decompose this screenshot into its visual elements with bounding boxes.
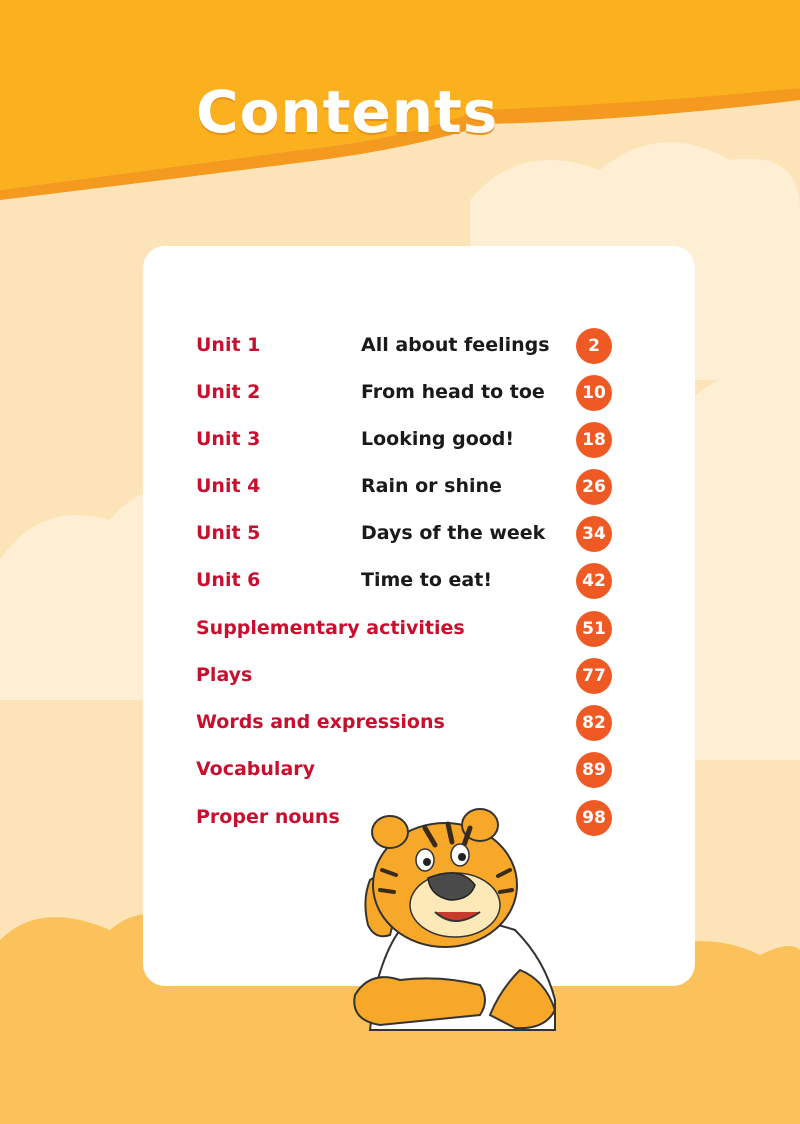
section-label: Words and expressions: [196, 711, 445, 733]
unit-topic: All about feelings: [361, 334, 550, 356]
unit-label: Unit 5: [196, 522, 261, 544]
toc-row[interactable]: [196, 705, 616, 741]
unit-topic: Rain or shine: [361, 475, 502, 497]
tiger-pupil: [458, 853, 466, 861]
toc-row[interactable]: [196, 328, 616, 364]
toc-row[interactable]: [196, 752, 616, 788]
toc-row[interactable]: [196, 422, 616, 458]
page-number-badge: 10: [576, 375, 612, 411]
unit-topic: Looking good!: [361, 428, 515, 450]
tiger-pupil: [423, 858, 431, 866]
cloud-right: [690, 373, 800, 760]
unit-label: Unit 1: [196, 334, 261, 356]
page-number-badge: 42: [576, 563, 612, 599]
unit-label: Unit 2: [196, 381, 261, 403]
page-number-badge: 26: [576, 469, 612, 505]
unit-label: Unit 6: [196, 569, 261, 591]
toc-row[interactable]: [196, 516, 616, 552]
section-label: Plays: [196, 664, 253, 686]
unit-label: Unit 4: [196, 475, 261, 497]
page-number-badge: 34: [576, 516, 612, 552]
unit-label: Unit 3: [196, 428, 261, 450]
toc-row[interactable]: [196, 563, 616, 599]
toc-row[interactable]: [196, 611, 616, 647]
unit-topic: Time to eat!: [361, 569, 492, 591]
page-number-badge: 98: [576, 800, 612, 836]
page-number-badge: 89: [576, 752, 612, 788]
page-title: Contents: [196, 78, 499, 146]
toc-row[interactable]: [196, 375, 616, 411]
page-number-badge: 18: [576, 422, 612, 458]
page-number-badge: 51: [576, 611, 612, 647]
section-label: Vocabulary: [196, 758, 316, 780]
tiger-ear-left: [372, 816, 408, 848]
unit-topic: From head to toe: [361, 381, 545, 403]
toc-row[interactable]: [196, 469, 616, 505]
section-label: Proper nouns: [196, 806, 340, 828]
page-number-badge: 77: [576, 658, 612, 694]
tiger-mascot-illustration: [330, 800, 580, 1050]
page-number-badge: 2: [576, 328, 612, 364]
toc-row[interactable]: [196, 658, 616, 694]
unit-topic: Days of the week: [361, 522, 546, 544]
section-label: Supplementary activities: [196, 617, 465, 639]
page-number-badge: 82: [576, 705, 612, 741]
